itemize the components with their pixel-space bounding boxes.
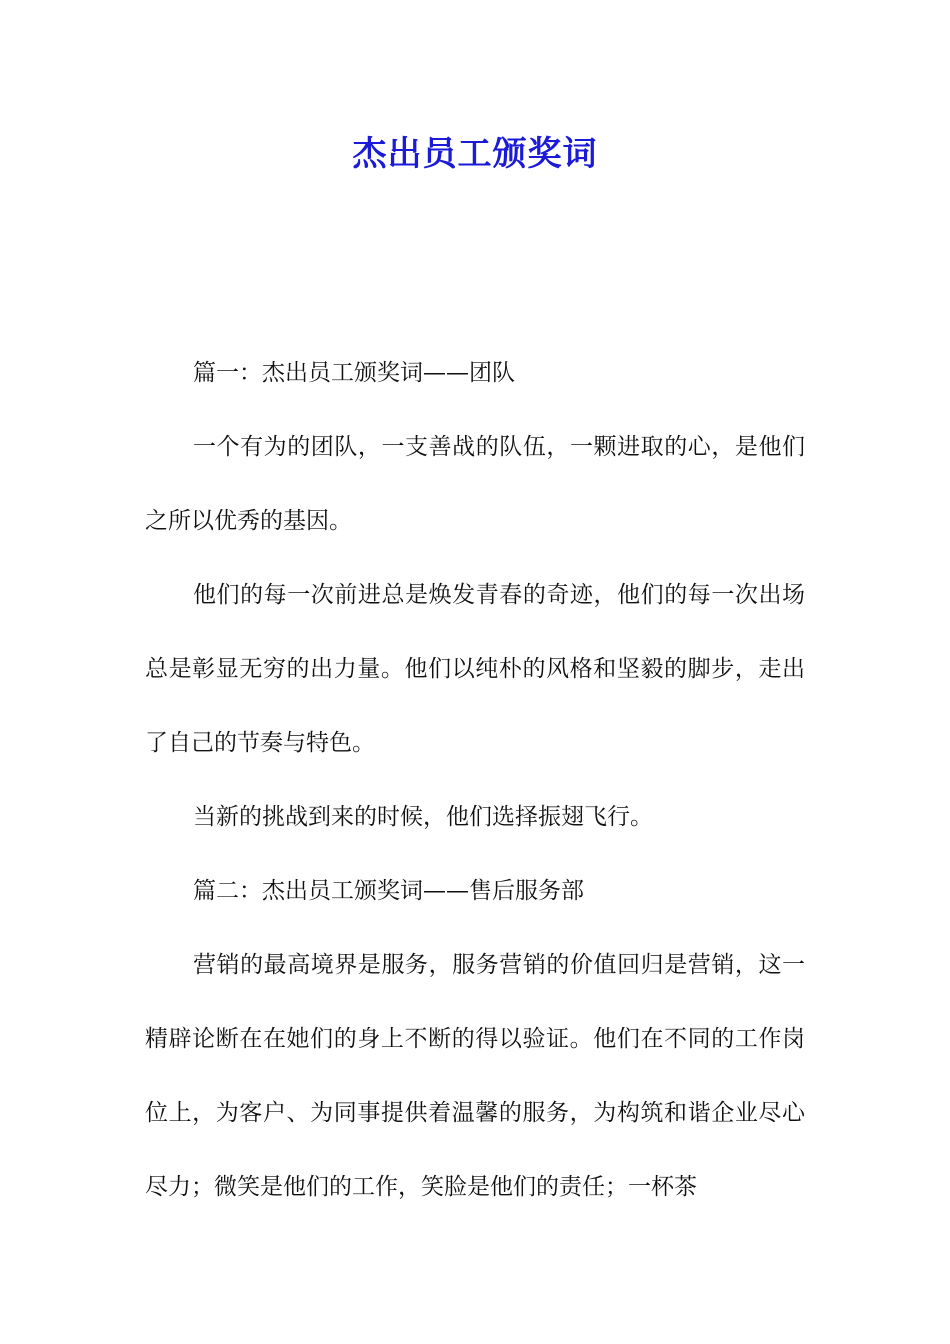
paragraph: 他们的每一次前进总是焕发青春的奇迹，他们的每一次出场总是彰显无穷的出力量。他们以纯朴的风格和坚毅的脚步，走出了自己的节奏与特色。 [145, 582, 805, 756]
paragraph: 当新的挑战到来的时候，他们选择振翅飞行。 [193, 804, 653, 830]
paragraph: 营销的最高境界是服务，服务营销的价值回归是营销，这一精辟论断在在她们的身上不断的得以验证。他们在不同的工作岗位上，为客户、为同事提供着温馨的服务，为构筑和谐企业尽心尽力；微笑是他们的工作，笑脸是他们的责任；一杯茶 [145, 952, 805, 1200]
section-heading: 篇一：杰出员工颁奖词——团队 [193, 360, 515, 386]
document-title: 杰出员工颁奖词 [352, 134, 598, 174]
section-heading: 篇二：杰出员工颁奖词——售后服务部 [193, 878, 584, 904]
document-body [145, 336, 805, 1224]
paragraph: 一个有为的团队，一支善战的队伍，一颗进取的心，是他们之所以优秀的基因。 [145, 434, 805, 534]
